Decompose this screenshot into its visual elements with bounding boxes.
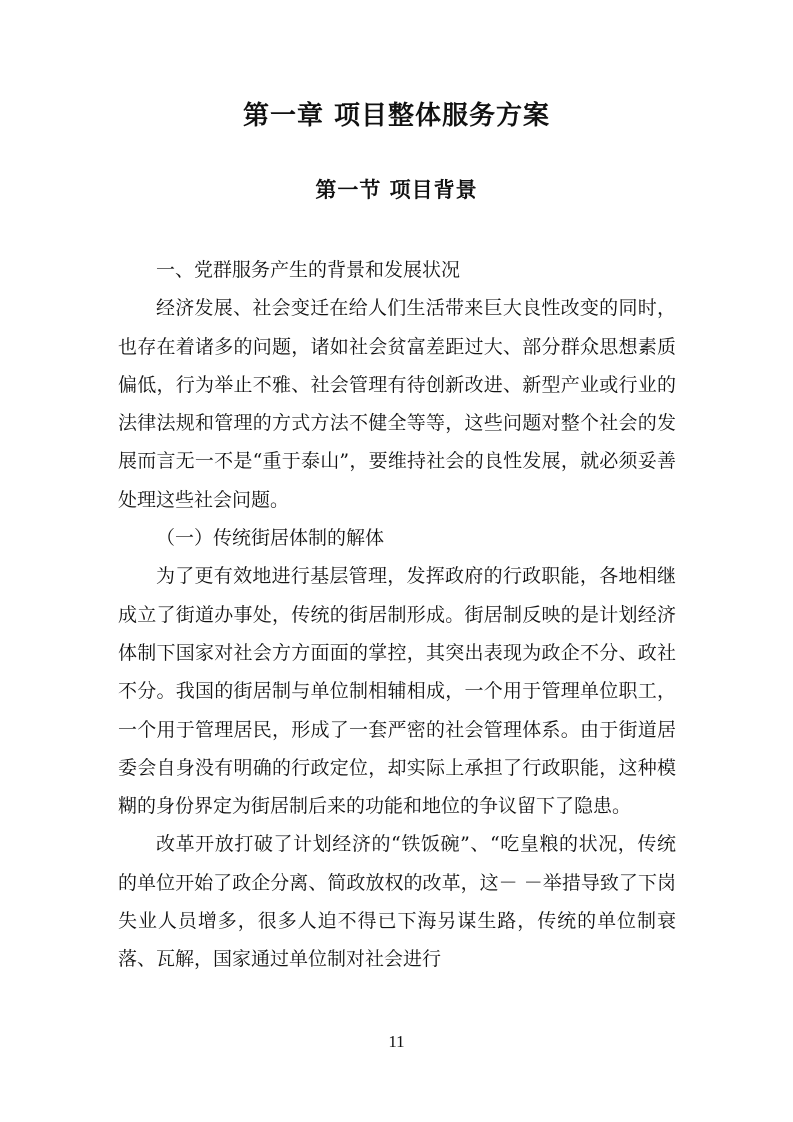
paragraph-3: 改革开放打破了计划经济的“铁饭碗”、“吃皇粮的状况，传统的单位开始了政企分离、简政放权的改革，这－ －举措导致了下岗失业人员增多，很多人迫不得已下海另谋生路，传统的单位制衰落、瓦解，国家通过单位制对社会进行 [118,833,676,971]
subheading-1: 一、党群服务产生的背景和发展状况 [156,259,461,281]
chapter-title: 第一章 项目整体服务方案 [242,101,551,131]
document-body [118,251,676,979]
paragraph-1: 经济发展、社会变迁在给人们生活带来巨大良性改变的同时，也存在着诸多的问题，诸如社会贫富差距过大、部分群众思想素质偏低，行为举止不雅、社会管理有待创新改进、新型产业或行业的法律法规和管理的方式方法不健全等等，这些问题对整个社会的发展而言无一不是“重于泰山”，要维持社会的良性发展，就必须妥善处理这些社会问题。 [118,297,676,511]
paragraph-2: 为了更有效地进行基层管理，发挥政府的行政职能，各地相继成立了街道办事处，传统的街居制形成。街居制反映的是计划经济体制下国家对社会方方面面的掌控，其突出表现为政企不分、政社不分。我国的街居制与单位制相辅相成，一个用于管理单位职工，一个用于管理居民，形成了一套严密的社会管理体系。由于街道居委会自身没有明确的行政定位，却实际上承担了行政职能，这种模糊的身份界定为街居制后来的功能和地位的争议留下了隐患。 [118,565,676,818]
subheading-2: （一）传统街居体制的解体 [156,527,385,550]
page-number: 11 [388,1032,405,1051]
section-title: 第一节 项目背景 [315,178,478,202]
